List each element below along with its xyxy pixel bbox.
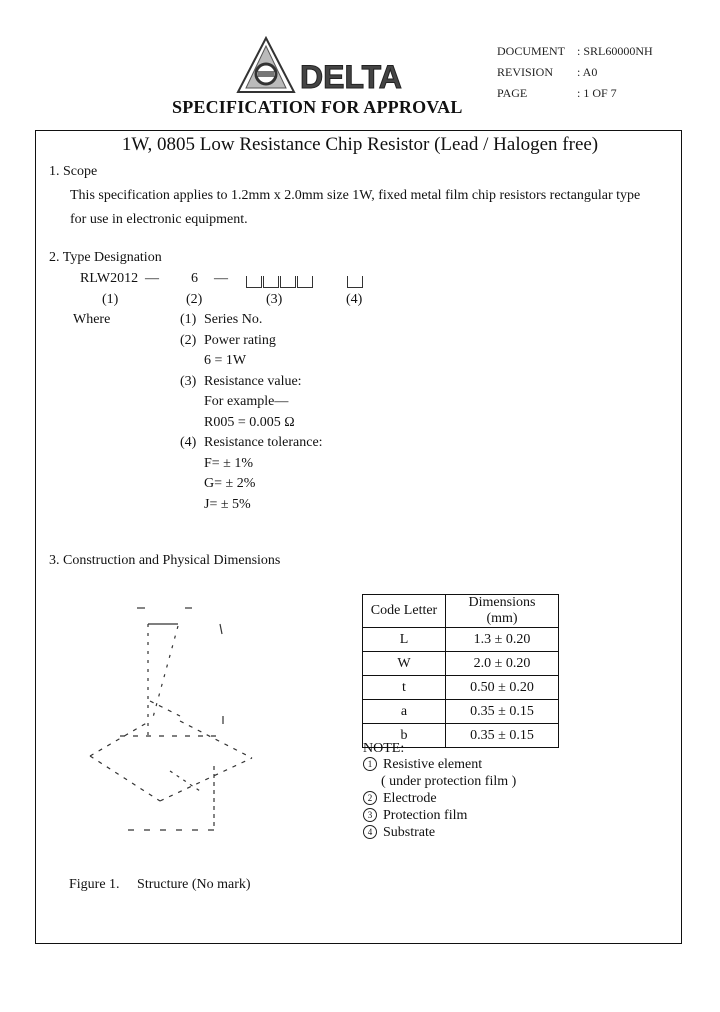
resistance-value-boxes xyxy=(246,274,314,292)
note-text: Protection film xyxy=(383,808,468,823)
spec-title: SPECIFICATION FOR APPROVAL xyxy=(172,97,463,117)
cell-code: b xyxy=(363,724,446,748)
item-num-1: (1) xyxy=(180,312,197,327)
table-row xyxy=(363,652,559,676)
cell-code: W xyxy=(363,652,446,676)
dash-2: — xyxy=(214,271,228,286)
item-text-2: Power rating xyxy=(204,333,276,348)
note-number: 3 xyxy=(363,808,377,822)
cell-dimension: 1.3 ± 0.20 xyxy=(446,628,559,652)
delta-logo xyxy=(236,36,416,94)
cell-code: a xyxy=(363,700,446,724)
marker-1: (1) xyxy=(102,292,119,307)
table-header-row xyxy=(363,595,559,628)
note-2 xyxy=(363,791,437,807)
note-4 xyxy=(363,825,435,841)
meta-label-page: PAGE xyxy=(497,86,528,100)
meta-value-page: : 1 OF 7 xyxy=(577,86,617,100)
note-number: 4 xyxy=(363,825,377,839)
item-text-9: G= ± 2% xyxy=(204,476,256,491)
note-text: Resistive element xyxy=(383,757,483,772)
figure-caption: Figure 1. Structure (No mark) xyxy=(69,877,251,892)
meta-label-revision: REVISION xyxy=(497,65,553,79)
table-row xyxy=(363,700,559,724)
table-row xyxy=(363,676,559,700)
cell-dimension: 0.50 ± 0.20 xyxy=(446,676,559,700)
header-code-letter: Code Letter xyxy=(363,595,446,628)
note-1-sub: ( under protection film ) xyxy=(381,774,517,789)
construction-heading: 3. Construction and Physical Dimensions xyxy=(49,553,281,568)
item-text-3: 6 = 1W xyxy=(204,353,247,368)
tolerance-box xyxy=(347,274,364,292)
note-text: Electrode xyxy=(383,791,437,806)
cell-dimension: 2.0 ± 0.20 xyxy=(446,652,559,676)
type-designation-heading: 2. Type Designation xyxy=(49,250,162,265)
note-text: Substrate xyxy=(383,825,436,840)
logo-text: DELTA xyxy=(300,59,402,94)
item-text-8: F= ± 1% xyxy=(204,456,254,471)
marker-3: (3) xyxy=(266,292,283,307)
scope-line-1: This specification applies to 1.2mm x 2.0mm size 1W, fixed metal film chip resistors rectangular type xyxy=(70,188,641,203)
marker-4: (4) xyxy=(346,292,363,307)
item-text-10: J= ± 5% xyxy=(204,497,251,512)
type-code: RLW2012 xyxy=(80,271,139,286)
item-num-4: (3) xyxy=(180,374,197,389)
cell-code: L xyxy=(363,628,446,652)
scope-heading: 1. Scope xyxy=(49,164,98,179)
note-number: 2 xyxy=(363,791,377,805)
header-dimensions: Dimensions (mm) xyxy=(446,595,559,628)
document-title: 1W, 0805 Low Resistance Chip Resistor (Lead / Halogen free) xyxy=(121,134,599,155)
cell-dimension: 0.35 ± 0.15 xyxy=(446,724,559,748)
table-row xyxy=(363,628,559,652)
dimensions-table xyxy=(362,594,559,748)
meta-value-document: : SRL60000NH xyxy=(577,44,653,58)
where-label: Where xyxy=(73,312,111,327)
item-text-4: Resistance value: xyxy=(204,374,302,389)
note-number: 1 xyxy=(363,757,377,771)
note-heading: NOTE: xyxy=(363,741,405,756)
cell-code: t xyxy=(363,676,446,700)
item-num-7: (4) xyxy=(180,435,197,450)
cell-dimension: 0.35 ± 0.15 xyxy=(446,700,559,724)
item-num-2: (2) xyxy=(180,333,197,348)
dash-1: — xyxy=(145,271,159,286)
item-text-5: For example— xyxy=(204,394,289,409)
note-1 xyxy=(363,757,482,773)
meta-value-revision: : A0 xyxy=(577,65,598,79)
item-text-1: Series No. xyxy=(204,312,263,327)
note-3 xyxy=(363,808,467,824)
item-text-6: R005 = 0.005 Ω xyxy=(204,415,295,430)
power-code: 6 xyxy=(191,271,198,286)
item-text-7: Resistance tolerance: xyxy=(204,435,323,450)
marker-2: (2) xyxy=(186,292,203,307)
scope-line-2: for use in electronic equipment. xyxy=(70,212,248,227)
meta-label-document: DOCUMENT xyxy=(497,44,565,58)
structure-figure xyxy=(80,596,280,846)
